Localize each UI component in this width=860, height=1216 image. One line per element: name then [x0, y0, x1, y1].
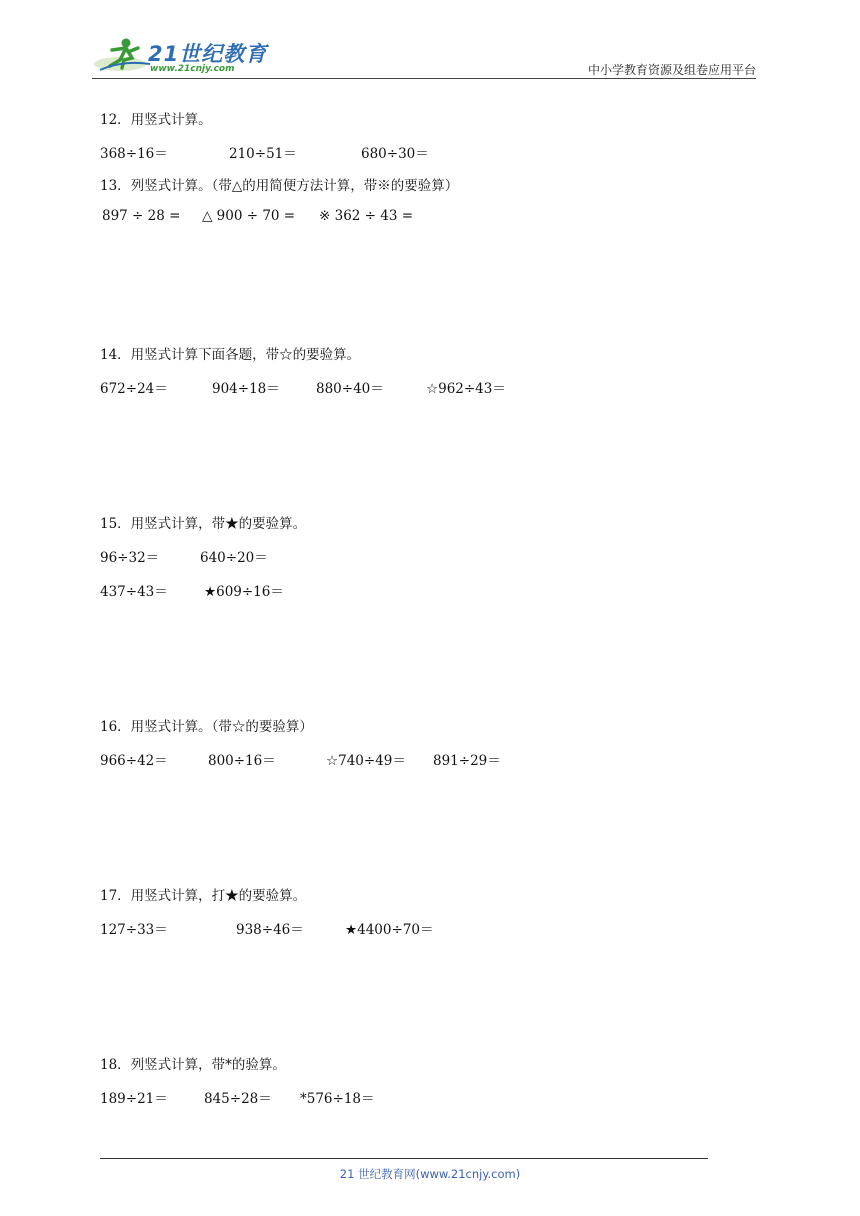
question-14-expr-3: 880÷40＝ [316, 381, 384, 397]
question-17-title: 17．用竖式计算，打★的要验算。 [100, 888, 307, 904]
question-13-expr-1: 897 ÷ 28 = [102, 208, 181, 224]
site-logo [92, 34, 268, 78]
question-15-expr-3: 437÷43＝ [100, 584, 168, 600]
question-16-expr-3: ☆740÷49＝ [326, 753, 406, 769]
platform-name: 中小学教育资源及组卷应用平台 [587, 63, 756, 77]
question-18-expr-3: *576÷18＝ [300, 1091, 375, 1107]
question-12-expr-1: 368÷16＝ [100, 146, 168, 162]
question-14-title: 14．用竖式计算下面各题，带☆的要验算。 [100, 347, 361, 363]
question-18-title: 18．列竖式计算，带*的验算。 [100, 1057, 286, 1073]
question-16-expr-4: 891÷29＝ [433, 753, 501, 769]
question-18-expr-1: 189÷21＝ [100, 1091, 168, 1107]
question-14-expr-2: 904÷18＝ [212, 381, 280, 397]
footer-divider [100, 1158, 708, 1159]
question-17-expr-1: 127÷33＝ [100, 922, 168, 938]
question-15-expr-1: 96÷32＝ [100, 550, 160, 566]
question-12-expr-2: 210÷51＝ [229, 146, 297, 162]
question-17-expr-2: 938÷46＝ [236, 922, 304, 938]
question-13-title: 13．列竖式计算。（带△的用简便方法计算，带※的要验算） [100, 178, 459, 194]
question-14-expr-1: 672÷24＝ [100, 381, 168, 397]
logo-url: www.21cnjy.com [150, 64, 235, 74]
question-15-expr-2: 640÷20＝ [200, 550, 268, 566]
question-16-expr-2: 800÷16＝ [208, 753, 276, 769]
question-13-expr-3: ※ 362 ÷ 43 = [319, 208, 414, 224]
footer-link[interactable]: 21 世纪教育网(www.21cnjy.com) [339, 1167, 521, 1181]
logo-text: 21世纪教育 [148, 42, 268, 66]
question-12-title: 12．用竖式计算。 [100, 112, 212, 128]
question-18-expr-2: 845÷28＝ [204, 1091, 272, 1107]
question-16-expr-1: 966÷42＝ [100, 753, 168, 769]
question-17-expr-3: ★4400÷70＝ [345, 922, 434, 938]
question-14-expr-4: ☆962÷43＝ [426, 381, 506, 397]
question-15-title: 15．用竖式计算，带★的要验算。 [100, 516, 307, 532]
question-16-title: 16．用竖式计算。（带☆的要验算） [100, 719, 313, 735]
question-12-expr-3: 680÷30＝ [361, 146, 429, 162]
question-15-expr-4: ★609÷16＝ [204, 584, 284, 600]
header-divider [92, 78, 756, 79]
question-13-expr-2: △ 900 ÷ 70 = [202, 208, 296, 224]
